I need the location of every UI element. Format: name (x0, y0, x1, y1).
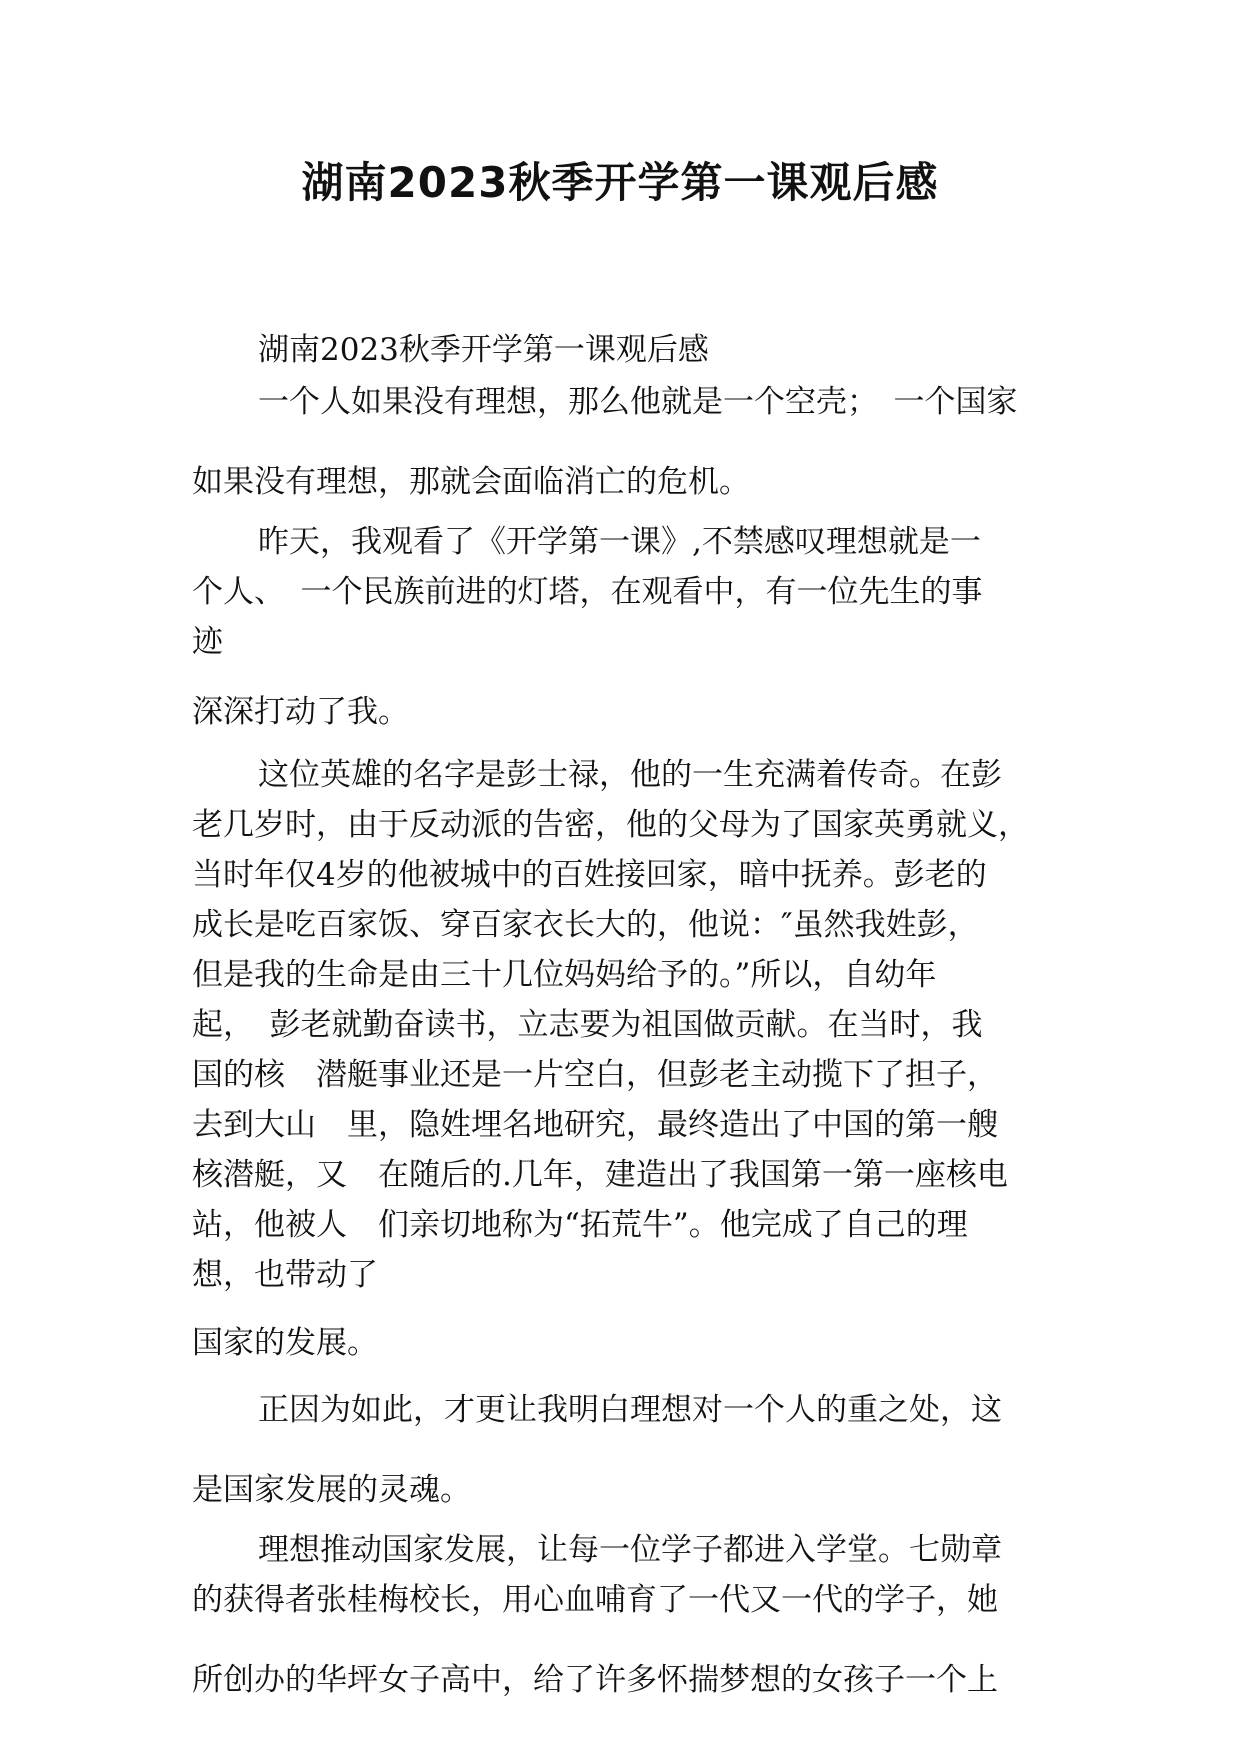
paragraph-line: 想，也带动了 (192, 1257, 378, 1293)
paragraph-line: 当时年仅4岁的他被城中的百姓接回家，暗中抚养。彭老的 (192, 857, 987, 893)
paragraph-line: 但是我的生命是由三十几位妈妈给予的。”所以，自幼年 (192, 957, 937, 993)
paragraph-line: 个人、 一个民族前进的灯塔，在观看中，有一位先生的事 (192, 574, 983, 610)
paragraph-line: 正因为如此，才更让我明白理想对一个人的重之处，这 (258, 1392, 1002, 1428)
paragraph-line: 成长是吃百家饭、穿百家衣长大的，他说：″虽然我姓彭， (192, 907, 979, 943)
paragraph-line: 国家的发展。 (192, 1325, 378, 1361)
paragraph-line: 的获得者张桂梅校长，用心血哺育了一代又一代的学子，她 (192, 1582, 998, 1618)
paragraph-line: 昨天，我观看了《开学第一课》,不禁感叹理想就是一 (258, 524, 981, 560)
paragraph-line: 起， 彭老就勤奋读书，立志要为祖国做贡献。在当时，我 (192, 1007, 983, 1043)
paragraph-line: 站，他被人 们亲切地称为“拓荒牛”。他完成了自己的理 (192, 1207, 968, 1243)
paragraph-line: 如果没有理想，那就会面临消亡的危机。 (192, 464, 750, 500)
paragraph-line: 是国家发展的灵魂。 (192, 1472, 471, 1508)
paragraph-line: 理想推动国家发展，让每一位学子都进入学堂。七勋章 (258, 1532, 1002, 1568)
paragraph-line: 去到大山 里，隐姓埋名地研究，最终造出了中国的第一艘 (192, 1107, 998, 1143)
paragraph-line: 核潜艇，又 在随后的.几年，建造出了我国第一第一座核电 (192, 1157, 1008, 1193)
document-title: 湖南2023秋季开学第一课观后感 (301, 158, 939, 207)
paragraph-line: 一个人如果没有理想，那么他就是一个空壳； 一个国家 (258, 384, 1018, 420)
paragraph-line: 深深打动了我。 (192, 694, 409, 730)
paragraph-line: 老几岁时，由于反动派的告密，他的父母为了国家英勇就义， (192, 807, 1029, 843)
paragraph-line: 国的核 潜艇事业还是一片空白，但彭老主动揽下了担子， (192, 1057, 998, 1093)
paragraph-line: 这位英雄的名字是彭士禄，他的一生充满着传奇。在彭 (258, 757, 1002, 793)
paragraph-line: 湖南2023秋季开学第一课观后感 (258, 332, 709, 368)
paragraph-line: 迹 (192, 624, 223, 660)
paragraph-line: 所创办的华坪女子高中，给了许多怀揣梦想的女孩子一个上 (192, 1662, 998, 1698)
